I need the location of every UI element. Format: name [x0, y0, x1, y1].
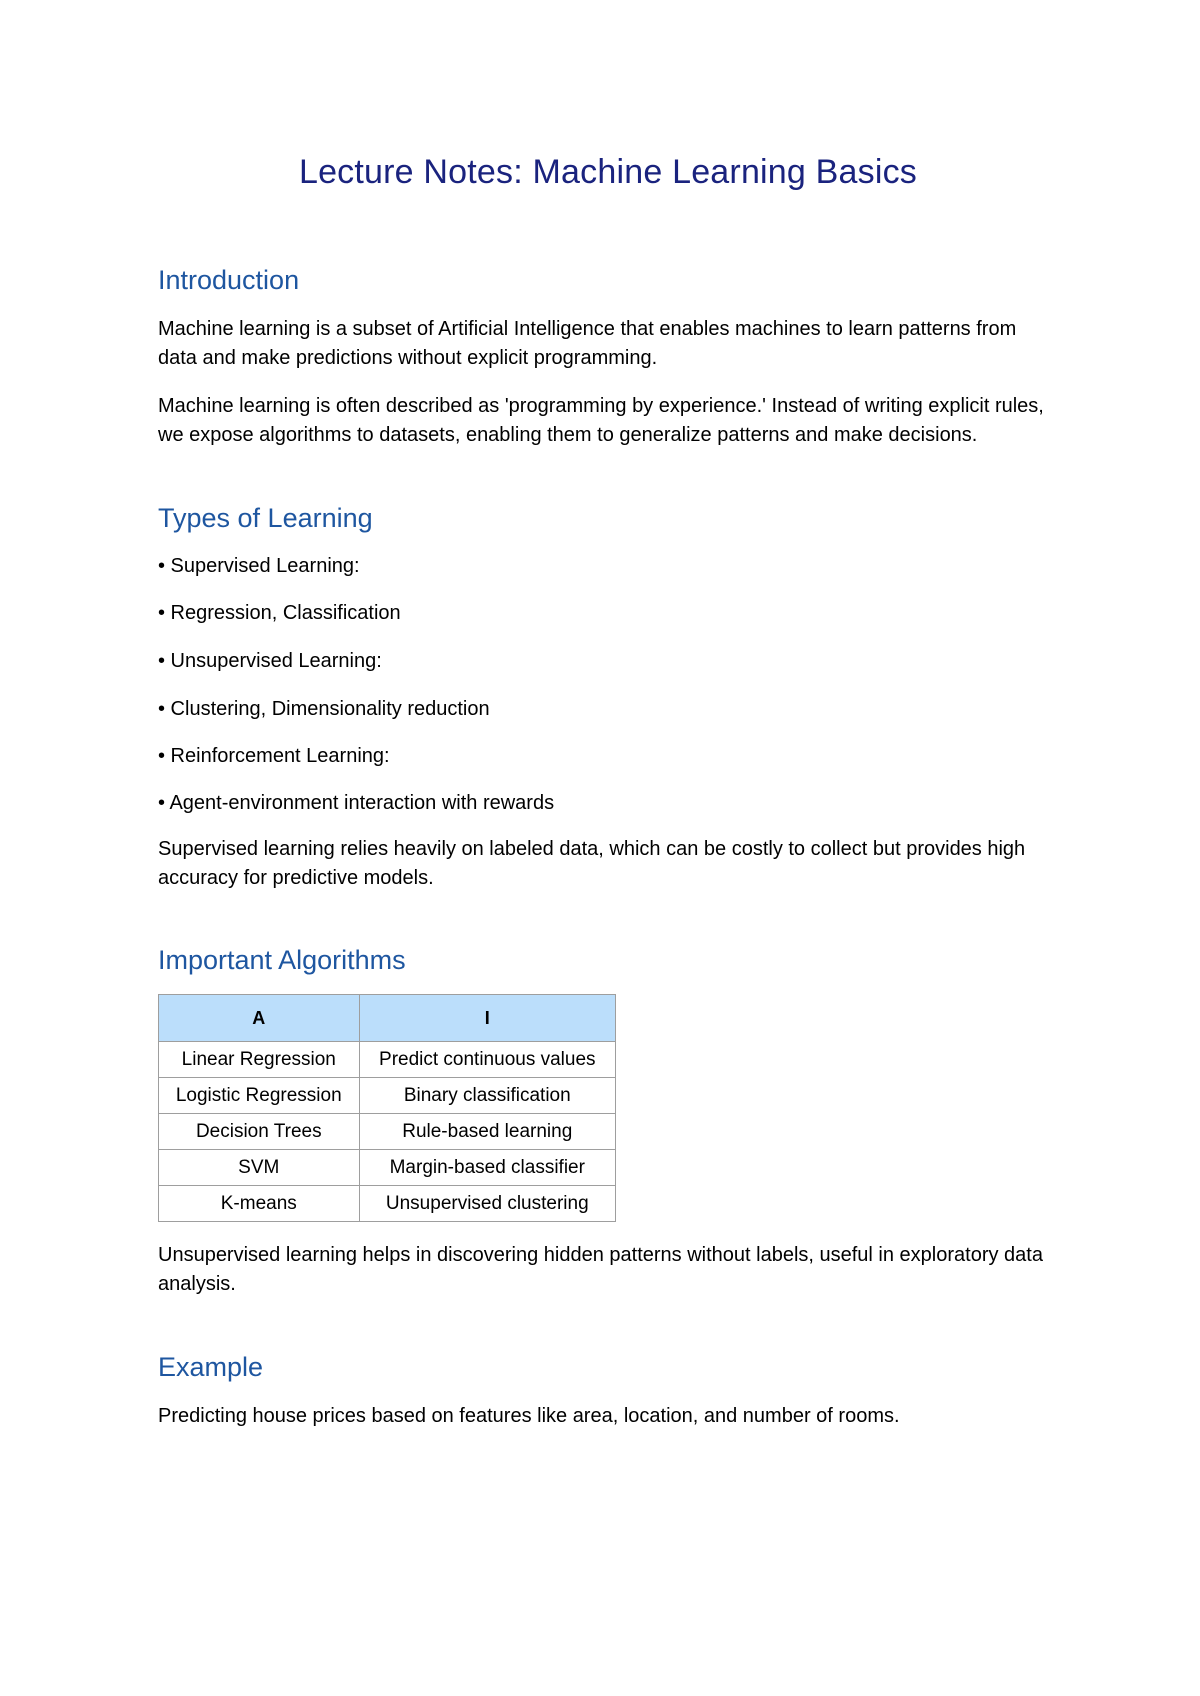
bullet-supervised: • Supervised Learning: — [158, 555, 360, 577]
table-header-row — [159, 995, 616, 1042]
table-cell: Decision Trees — [159, 1114, 360, 1150]
algorithms-paragraph: Unsupervised learning helps in discovering hidden patterns without labels, useful in exploratory data analysis. — [158, 1244, 1043, 1295]
document-title: Lecture Notes: Machine Learning Basics — [298, 153, 918, 191]
example-paragraph: Predicting house prices based on features like area, location, and number of rooms. — [158, 1405, 900, 1427]
algorithms-table — [158, 994, 616, 1222]
table-cell: Predict continuous values — [359, 1042, 615, 1078]
bullet-reinforcement-examples: • Agent-environment interaction with rewards — [158, 792, 555, 814]
table-cell: K-means — [159, 1186, 360, 1222]
bullet-unsupervised-examples: • Clustering, Dimensionality reduction — [158, 698, 490, 720]
table-cell: Margin-based classifier — [359, 1150, 615, 1186]
table-cell: Rule-based learning — [359, 1114, 615, 1150]
section-heading-types: Types of Learning — [158, 503, 373, 533]
table-cell: Binary classification — [359, 1078, 615, 1114]
table-cell: SVM — [159, 1150, 360, 1186]
section-heading-introduction: Introduction — [158, 265, 300, 295]
table-row — [159, 1042, 616, 1078]
section-heading-example: Example — [158, 1352, 264, 1382]
intro-paragraph-1: Machine learning is a subset of Artificial Intelligence that enables machines to learn patterns from data and make predictions without explicit programming. — [158, 318, 1017, 369]
bullet-reinforcement: • Reinforcement Learning: — [158, 745, 390, 767]
table-cell: Logistic Regression — [159, 1078, 360, 1114]
table-cell: Unsupervised clustering — [359, 1186, 615, 1222]
table-header-cell: I — [359, 995, 615, 1042]
document-content — [158, 150, 1058, 1431]
table-row — [159, 1150, 616, 1186]
table-row — [159, 1186, 616, 1222]
section-heading-algorithms: Important Algorithms — [158, 945, 406, 975]
types-paragraph: Supervised learning relies heavily on labeled data, which can be costly to collect but provides high accuracy for predictive models. — [158, 838, 1026, 889]
table-cell: Linear Regression — [159, 1042, 360, 1078]
table-header-cell: A — [159, 995, 360, 1042]
bullet-unsupervised: • Unsupervised Learning: — [158, 650, 382, 672]
bullet-supervised-examples: • Regression, Classification — [158, 602, 401, 624]
table-row — [159, 1114, 616, 1150]
intro-paragraph-2: Machine learning is often described as 'programming by experience.' Instead of writing explicit rules, we expose algorithms to datasets, enabling them to generalize patterns and make decisions. — [158, 395, 1044, 446]
table-row — [159, 1078, 616, 1114]
